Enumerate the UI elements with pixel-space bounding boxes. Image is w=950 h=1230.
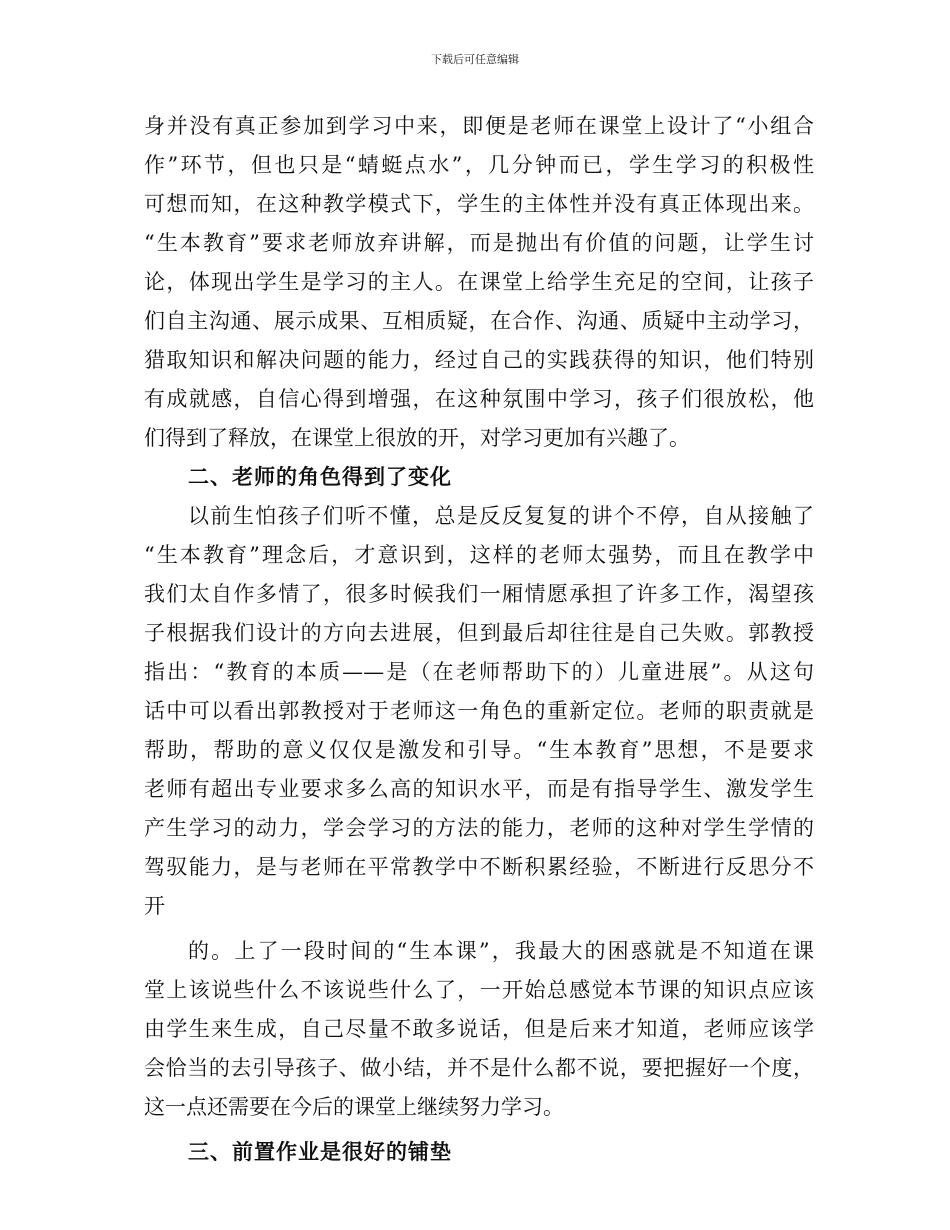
text-line: “生本教育”理念后，才意识到，这样的老师太强势，而且在教学中 (144, 543, 814, 567)
paragraph-2 (144, 497, 814, 926)
text-line: 指出：“教育的本质——是（在老师帮助下的）儿童进展”。从这句 (144, 660, 814, 684)
text-line: 猎取知识和解决问题的能力，经过自己的实践获得的知识，他们特别 (144, 348, 814, 372)
text-line: 由学生来生成，自己尽量不敢多说话，但是后来才知道，老师应该学 (144, 1017, 814, 1041)
page-header: 下载后可任意编辑 (431, 53, 519, 66)
text-line: 的。上了一段时间的“生本课”，我最大的困惑就是不知道在课 (188, 939, 814, 963)
text-line: 身并没有真正参加到学习中来，即便是老师在课堂上设计了“小组合 (144, 114, 814, 138)
text-line: 驾驭能力，是与老师在平常教学中不断积累经验，不断进行反思分不 (144, 855, 814, 879)
text-line: 论，体现出学生是学习的主人。在课堂上给学生充足的空间，让孩子 (144, 270, 814, 294)
text-line: “生本教育”要求老师放弃讲解，而是抛出有价值的问题，让学生讨 (144, 231, 814, 255)
section-heading-3: 三、前置作业是很好的铺垫 (188, 1140, 452, 1164)
text-line: 子根据我们设计的方向去进展，但到最后却往往是自己失败。郭教授 (144, 621, 814, 645)
text-line: 话中可以看出郭教授对于老师这一角色的重新定位。老师的职责就是 (144, 699, 814, 723)
text-line: 以前生怕孩子们听不懂，总是反反复复的讲个不停，自从接触了 (188, 504, 814, 528)
paragraph-3 (144, 932, 814, 1127)
text-line: 有成就感，自信心得到增强，在这种氛围中学习，孩子们很放松，他 (144, 387, 814, 411)
text-line: 老师有超出专业要求多么高的知识水平，而是有指导学生、激发学生 (144, 777, 814, 801)
text-line: 开 (144, 894, 165, 918)
text-line: 们得到了释放，在课堂上很放的开，对学习更加有兴趣了。 (144, 426, 690, 450)
text-line: 这一点还需要在今后的课堂上继续努力学习。 (144, 1095, 564, 1119)
paragraph-1 (144, 107, 814, 458)
text-line: 产生学习的动力，学会学习的方法的能力，老师的这种对学生学情的 (144, 816, 814, 840)
document-body (144, 107, 814, 1172)
text-line: 们自主沟通、展示成果、互相质疑，在合作、沟通、质疑中主动学习， (144, 309, 814, 333)
text-line: 帮助，帮助的意义仅仅是激发和引导。“生本教育”思想，不是要求 (144, 738, 814, 762)
text-line: 作”环节，但也只是“蜻蜓点水”，几分钟而已，学生学习的积极性 (144, 153, 814, 177)
text-line: 我们太自作多情了，很多时候我们一厢情愿承担了许多工作，渴望孩 (144, 582, 814, 606)
text-line: 可想而知，在这种教学模式下，学生的主体性并没有真正体现出来。 (144, 192, 814, 216)
section-heading-2: 二、老师的角色得到了变化 (188, 465, 452, 489)
text-line: 会恰当的去引导孩子、做小结，并不是什么都不说，要把握好一个度， (144, 1056, 814, 1080)
text-line: 堂上该说些什么不该说些什么了，一开始总感觉本节课的知识点应该 (144, 978, 814, 1002)
